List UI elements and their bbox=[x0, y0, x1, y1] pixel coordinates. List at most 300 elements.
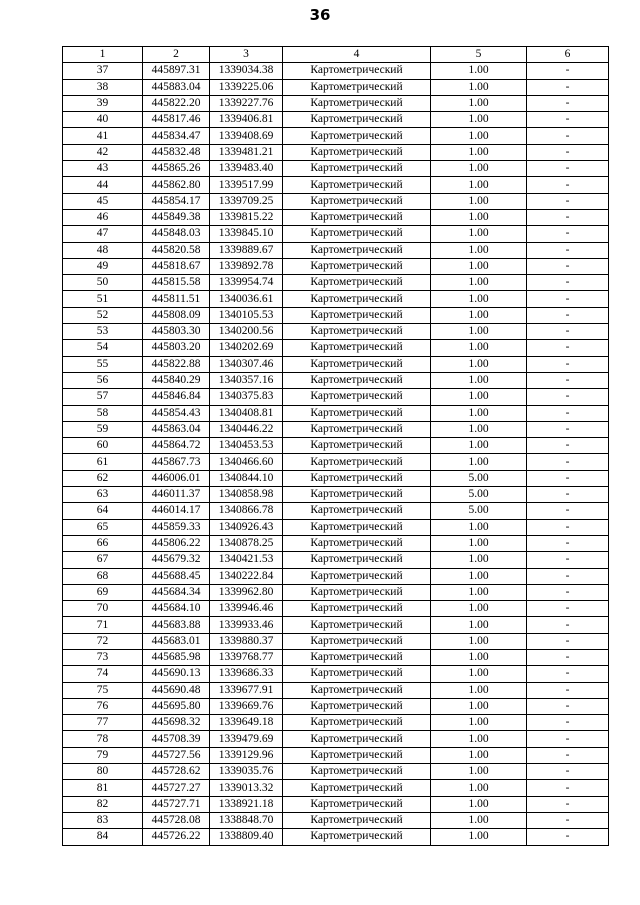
y-coordinate-cell: 1340105.53 bbox=[210, 307, 283, 323]
method-cell: Картометрический bbox=[283, 470, 431, 486]
method-cell: Картометрический bbox=[283, 764, 431, 780]
table-row bbox=[63, 161, 609, 177]
column-header: 4 bbox=[283, 47, 431, 63]
description-cell: - bbox=[527, 405, 609, 421]
y-coordinate-cell: 1339709.25 bbox=[210, 193, 283, 209]
method-cell: Картометрический bbox=[283, 275, 431, 291]
column-header: 3 bbox=[210, 47, 283, 63]
table-row bbox=[63, 356, 609, 372]
y-coordinate-cell: 1339889.67 bbox=[210, 242, 283, 258]
x-coordinate-cell: 445708.39 bbox=[143, 731, 210, 747]
x-coordinate-cell: 445822.20 bbox=[143, 95, 210, 111]
x-coordinate-cell: 445685.98 bbox=[143, 649, 210, 665]
method-cell: Картометрический bbox=[283, 649, 431, 665]
description-cell: - bbox=[527, 340, 609, 356]
method-cell: Картометрический bbox=[283, 682, 431, 698]
accuracy-cell: 1.00 bbox=[431, 535, 527, 551]
method-cell: Картометрический bbox=[283, 747, 431, 763]
accuracy-cell: 1.00 bbox=[431, 568, 527, 584]
description-cell: - bbox=[527, 242, 609, 258]
method-cell: Картометрический bbox=[283, 780, 431, 796]
method-cell: Картометрический bbox=[283, 291, 431, 307]
column-header: 5 bbox=[431, 47, 527, 63]
point-number-cell: 75 bbox=[63, 682, 143, 698]
x-coordinate-cell: 445815.58 bbox=[143, 275, 210, 291]
description-cell: - bbox=[527, 79, 609, 95]
description-cell: - bbox=[527, 128, 609, 144]
column-header: 2 bbox=[143, 47, 210, 63]
description-cell: - bbox=[527, 193, 609, 209]
method-cell: Картометрический bbox=[283, 128, 431, 144]
y-coordinate-cell: 1338848.70 bbox=[210, 812, 283, 828]
y-coordinate-cell: 1339408.69 bbox=[210, 128, 283, 144]
point-number-cell: 37 bbox=[63, 63, 143, 79]
description-cell: - bbox=[527, 829, 609, 845]
method-cell: Картометрический bbox=[283, 112, 431, 128]
accuracy-cell: 1.00 bbox=[431, 63, 527, 79]
table-row bbox=[63, 421, 609, 437]
y-coordinate-cell: 1338921.18 bbox=[210, 796, 283, 812]
point-number-cell: 81 bbox=[63, 780, 143, 796]
x-coordinate-cell: 445862.80 bbox=[143, 177, 210, 193]
accuracy-cell: 1.00 bbox=[431, 633, 527, 649]
method-cell: Картометрический bbox=[283, 698, 431, 714]
page-number: 36 bbox=[309, 6, 331, 24]
point-number-cell: 74 bbox=[63, 666, 143, 682]
table-row bbox=[63, 552, 609, 568]
x-coordinate-cell: 445848.03 bbox=[143, 226, 210, 242]
x-coordinate-cell: 445808.09 bbox=[143, 307, 210, 323]
table-row bbox=[63, 79, 609, 95]
accuracy-cell: 1.00 bbox=[431, 389, 527, 405]
description-cell: - bbox=[527, 258, 609, 274]
y-coordinate-cell: 1339768.77 bbox=[210, 649, 283, 665]
accuracy-cell: 1.00 bbox=[431, 552, 527, 568]
table-row bbox=[63, 682, 609, 698]
table-body bbox=[63, 63, 609, 845]
accuracy-cell: 1.00 bbox=[431, 372, 527, 388]
method-cell: Картометрический bbox=[283, 633, 431, 649]
description-cell: - bbox=[527, 144, 609, 160]
table-row bbox=[63, 535, 609, 551]
accuracy-cell: 1.00 bbox=[431, 161, 527, 177]
description-cell: - bbox=[527, 780, 609, 796]
x-coordinate-cell: 445727.71 bbox=[143, 796, 210, 812]
method-cell: Картометрический bbox=[283, 209, 431, 225]
description-cell: - bbox=[527, 764, 609, 780]
y-coordinate-cell: 1339669.76 bbox=[210, 698, 283, 714]
table-row bbox=[63, 177, 609, 193]
method-cell: Картометрический bbox=[283, 568, 431, 584]
accuracy-cell: 1.00 bbox=[431, 682, 527, 698]
accuracy-cell: 5.00 bbox=[431, 470, 527, 486]
point-number-cell: 78 bbox=[63, 731, 143, 747]
point-number-cell: 50 bbox=[63, 275, 143, 291]
y-coordinate-cell: 1339649.18 bbox=[210, 715, 283, 731]
x-coordinate-cell: 445728.08 bbox=[143, 812, 210, 828]
point-number-cell: 59 bbox=[63, 421, 143, 437]
method-cell: Картометрический bbox=[283, 666, 431, 682]
description-cell: - bbox=[527, 747, 609, 763]
point-number-cell: 48 bbox=[63, 242, 143, 258]
table-row bbox=[63, 340, 609, 356]
table-row bbox=[63, 275, 609, 291]
point-number-cell: 60 bbox=[63, 438, 143, 454]
table-row bbox=[63, 63, 609, 79]
accuracy-cell: 1.00 bbox=[431, 584, 527, 600]
accuracy-cell: 1.00 bbox=[431, 177, 527, 193]
point-number-cell: 68 bbox=[63, 568, 143, 584]
method-cell: Картометрический bbox=[283, 307, 431, 323]
point-number-cell: 63 bbox=[63, 487, 143, 503]
point-number-cell: 42 bbox=[63, 144, 143, 160]
x-coordinate-cell: 445832.48 bbox=[143, 144, 210, 160]
y-coordinate-cell: 1340453.53 bbox=[210, 438, 283, 454]
method-cell: Картометрический bbox=[283, 487, 431, 503]
point-number-cell: 38 bbox=[63, 79, 143, 95]
method-cell: Картометрический bbox=[283, 193, 431, 209]
accuracy-cell: 1.00 bbox=[431, 421, 527, 437]
x-coordinate-cell: 445865.26 bbox=[143, 161, 210, 177]
point-number-cell: 61 bbox=[63, 454, 143, 470]
x-coordinate-cell: 445840.29 bbox=[143, 372, 210, 388]
method-cell: Картометрический bbox=[283, 535, 431, 551]
column-header: 1 bbox=[63, 47, 143, 63]
point-number-cell: 84 bbox=[63, 829, 143, 845]
method-cell: Картометрический bbox=[283, 454, 431, 470]
x-coordinate-cell: 445688.45 bbox=[143, 568, 210, 584]
table-row bbox=[63, 438, 609, 454]
table-row bbox=[63, 307, 609, 323]
table-row bbox=[63, 812, 609, 828]
method-cell: Картометрический bbox=[283, 796, 431, 812]
accuracy-cell: 1.00 bbox=[431, 829, 527, 845]
accuracy-cell: 1.00 bbox=[431, 95, 527, 111]
point-number-cell: 40 bbox=[63, 112, 143, 128]
method-cell: Картометрический bbox=[283, 584, 431, 600]
description-cell: - bbox=[527, 649, 609, 665]
x-coordinate-cell: 445683.01 bbox=[143, 633, 210, 649]
accuracy-cell: 5.00 bbox=[431, 487, 527, 503]
method-cell: Картометрический bbox=[283, 731, 431, 747]
method-cell: Картометрический bbox=[283, 161, 431, 177]
point-number-cell: 51 bbox=[63, 291, 143, 307]
y-coordinate-cell: 1340446.22 bbox=[210, 421, 283, 437]
table-row bbox=[63, 128, 609, 144]
table-row bbox=[63, 258, 609, 274]
x-coordinate-cell: 445849.38 bbox=[143, 209, 210, 225]
description-cell: - bbox=[527, 372, 609, 388]
method-cell: Картометрический bbox=[283, 829, 431, 845]
point-number-cell: 80 bbox=[63, 764, 143, 780]
method-cell: Картометрический bbox=[283, 552, 431, 568]
accuracy-cell: 1.00 bbox=[431, 405, 527, 421]
point-number-cell: 76 bbox=[63, 698, 143, 714]
description-cell: - bbox=[527, 617, 609, 633]
description-cell: - bbox=[527, 519, 609, 535]
point-number-cell: 46 bbox=[63, 209, 143, 225]
method-cell: Картометрический bbox=[283, 519, 431, 535]
accuracy-cell: 1.00 bbox=[431, 128, 527, 144]
table-row bbox=[63, 209, 609, 225]
point-number-cell: 54 bbox=[63, 340, 143, 356]
y-coordinate-cell: 1340307.46 bbox=[210, 356, 283, 372]
coordinates-table bbox=[62, 46, 609, 846]
table-row bbox=[63, 796, 609, 812]
point-number-cell: 82 bbox=[63, 796, 143, 812]
point-number-cell: 72 bbox=[63, 633, 143, 649]
table-row bbox=[63, 226, 609, 242]
y-coordinate-cell: 1339892.78 bbox=[210, 258, 283, 274]
x-coordinate-cell: 445817.46 bbox=[143, 112, 210, 128]
y-coordinate-cell: 1339845.10 bbox=[210, 226, 283, 242]
description-cell: - bbox=[527, 487, 609, 503]
x-coordinate-cell: 445897.31 bbox=[143, 63, 210, 79]
accuracy-cell: 1.00 bbox=[431, 666, 527, 682]
description-cell: - bbox=[527, 682, 609, 698]
description-cell: - bbox=[527, 291, 609, 307]
y-coordinate-cell: 1339225.06 bbox=[210, 79, 283, 95]
method-cell: Картометрический bbox=[283, 356, 431, 372]
table-row bbox=[63, 584, 609, 600]
point-number-cell: 73 bbox=[63, 649, 143, 665]
x-coordinate-cell: 445803.20 bbox=[143, 340, 210, 356]
accuracy-cell: 1.00 bbox=[431, 438, 527, 454]
accuracy-cell: 1.00 bbox=[431, 324, 527, 340]
accuracy-cell: 1.00 bbox=[431, 454, 527, 470]
point-number-cell: 43 bbox=[63, 161, 143, 177]
method-cell: Картометрический bbox=[283, 372, 431, 388]
description-cell: - bbox=[527, 454, 609, 470]
description-cell: - bbox=[527, 356, 609, 372]
x-coordinate-cell: 445811.51 bbox=[143, 291, 210, 307]
description-cell: - bbox=[527, 601, 609, 617]
accuracy-cell: 1.00 bbox=[431, 275, 527, 291]
x-coordinate-cell: 445867.73 bbox=[143, 454, 210, 470]
accuracy-cell: 1.00 bbox=[431, 617, 527, 633]
point-number-cell: 39 bbox=[63, 95, 143, 111]
y-coordinate-cell: 1339954.74 bbox=[210, 275, 283, 291]
y-coordinate-cell: 1339035.76 bbox=[210, 764, 283, 780]
accuracy-cell: 1.00 bbox=[431, 226, 527, 242]
method-cell: Картометрический bbox=[283, 438, 431, 454]
x-coordinate-cell: 445859.33 bbox=[143, 519, 210, 535]
table-row bbox=[63, 568, 609, 584]
description-cell: - bbox=[527, 731, 609, 747]
table-row bbox=[63, 829, 609, 845]
x-coordinate-cell: 445679.32 bbox=[143, 552, 210, 568]
point-number-cell: 52 bbox=[63, 307, 143, 323]
y-coordinate-cell: 1339962.80 bbox=[210, 584, 283, 600]
table-row bbox=[63, 372, 609, 388]
y-coordinate-cell: 1339481.21 bbox=[210, 144, 283, 160]
table-row bbox=[63, 454, 609, 470]
method-cell: Картометрический bbox=[283, 144, 431, 160]
accuracy-cell: 1.00 bbox=[431, 519, 527, 535]
table-row bbox=[63, 780, 609, 796]
description-cell: - bbox=[527, 698, 609, 714]
table-header-row bbox=[63, 47, 609, 63]
point-number-cell: 79 bbox=[63, 747, 143, 763]
point-number-cell: 58 bbox=[63, 405, 143, 421]
point-number-cell: 56 bbox=[63, 372, 143, 388]
y-coordinate-cell: 1340926.43 bbox=[210, 519, 283, 535]
description-cell: - bbox=[527, 470, 609, 486]
accuracy-cell: 1.00 bbox=[431, 715, 527, 731]
method-cell: Картометрический bbox=[283, 617, 431, 633]
table-row bbox=[63, 617, 609, 633]
method-cell: Картометрический bbox=[283, 226, 431, 242]
x-coordinate-cell: 445883.04 bbox=[143, 79, 210, 95]
description-cell: - bbox=[527, 161, 609, 177]
y-coordinate-cell: 1339686.33 bbox=[210, 666, 283, 682]
point-number-cell: 62 bbox=[63, 470, 143, 486]
description-cell: - bbox=[527, 568, 609, 584]
y-coordinate-cell: 1339013.32 bbox=[210, 780, 283, 796]
x-coordinate-cell: 445822.88 bbox=[143, 356, 210, 372]
accuracy-cell: 1.00 bbox=[431, 601, 527, 617]
method-cell: Картометрический bbox=[283, 601, 431, 617]
table-row bbox=[63, 112, 609, 128]
x-coordinate-cell: 445727.56 bbox=[143, 747, 210, 763]
accuracy-cell: 1.00 bbox=[431, 242, 527, 258]
accuracy-cell: 1.00 bbox=[431, 144, 527, 160]
y-coordinate-cell: 1339227.76 bbox=[210, 95, 283, 111]
table-row bbox=[63, 389, 609, 405]
method-cell: Картометрический bbox=[283, 340, 431, 356]
table-row bbox=[63, 731, 609, 747]
x-coordinate-cell: 445726.22 bbox=[143, 829, 210, 845]
point-number-cell: 65 bbox=[63, 519, 143, 535]
x-coordinate-cell: 445683.88 bbox=[143, 617, 210, 633]
x-coordinate-cell: 445695.80 bbox=[143, 698, 210, 714]
y-coordinate-cell: 1339933.46 bbox=[210, 617, 283, 633]
x-coordinate-cell: 445820.58 bbox=[143, 242, 210, 258]
point-number-cell: 53 bbox=[63, 324, 143, 340]
point-number-cell: 64 bbox=[63, 503, 143, 519]
x-coordinate-cell: 445863.04 bbox=[143, 421, 210, 437]
point-number-cell: 71 bbox=[63, 617, 143, 633]
description-cell: - bbox=[527, 275, 609, 291]
y-coordinate-cell: 1340866.78 bbox=[210, 503, 283, 519]
method-cell: Картометрический bbox=[283, 389, 431, 405]
table-row bbox=[63, 291, 609, 307]
method-cell: Картометрический bbox=[283, 258, 431, 274]
y-coordinate-cell: 1340036.61 bbox=[210, 291, 283, 307]
description-cell: - bbox=[527, 535, 609, 551]
description-cell: - bbox=[527, 209, 609, 225]
table-row bbox=[63, 95, 609, 111]
x-coordinate-cell: 445727.27 bbox=[143, 780, 210, 796]
accuracy-cell: 1.00 bbox=[431, 307, 527, 323]
description-cell: - bbox=[527, 226, 609, 242]
table-row bbox=[63, 698, 609, 714]
x-coordinate-cell: 445864.72 bbox=[143, 438, 210, 454]
x-coordinate-cell: 445854.43 bbox=[143, 405, 210, 421]
table-row bbox=[63, 715, 609, 731]
accuracy-cell: 1.00 bbox=[431, 747, 527, 763]
table-row bbox=[63, 747, 609, 763]
accuracy-cell: 1.00 bbox=[431, 193, 527, 209]
x-coordinate-cell: 445854.17 bbox=[143, 193, 210, 209]
x-coordinate-cell: 445698.32 bbox=[143, 715, 210, 731]
method-cell: Картометрический bbox=[283, 95, 431, 111]
point-number-cell: 83 bbox=[63, 812, 143, 828]
point-number-cell: 41 bbox=[63, 128, 143, 144]
description-cell: - bbox=[527, 812, 609, 828]
y-coordinate-cell: 1339129.96 bbox=[210, 747, 283, 763]
description-cell: - bbox=[527, 715, 609, 731]
table-row bbox=[63, 764, 609, 780]
y-coordinate-cell: 1339479.69 bbox=[210, 731, 283, 747]
y-coordinate-cell: 1340202.69 bbox=[210, 340, 283, 356]
y-coordinate-cell: 1340200.56 bbox=[210, 324, 283, 340]
x-coordinate-cell: 445818.67 bbox=[143, 258, 210, 274]
table-row bbox=[63, 324, 609, 340]
point-number-cell: 45 bbox=[63, 193, 143, 209]
table-row bbox=[63, 519, 609, 535]
table-row bbox=[63, 601, 609, 617]
y-coordinate-cell: 1340408.81 bbox=[210, 405, 283, 421]
description-cell: - bbox=[527, 438, 609, 454]
description-cell: - bbox=[527, 63, 609, 79]
table-row bbox=[63, 144, 609, 160]
point-number-cell: 70 bbox=[63, 601, 143, 617]
accuracy-cell: 1.00 bbox=[431, 112, 527, 128]
y-coordinate-cell: 1339880.37 bbox=[210, 633, 283, 649]
method-cell: Картометрический bbox=[283, 421, 431, 437]
y-coordinate-cell: 1340375.83 bbox=[210, 389, 283, 405]
accuracy-cell: 1.00 bbox=[431, 356, 527, 372]
y-coordinate-cell: 1339517.99 bbox=[210, 177, 283, 193]
point-number-cell: 69 bbox=[63, 584, 143, 600]
method-cell: Картометрический bbox=[283, 79, 431, 95]
y-coordinate-cell: 1339815.22 bbox=[210, 209, 283, 225]
x-coordinate-cell: 445803.30 bbox=[143, 324, 210, 340]
table-row bbox=[63, 405, 609, 421]
point-number-cell: 55 bbox=[63, 356, 143, 372]
y-coordinate-cell: 1339946.46 bbox=[210, 601, 283, 617]
description-cell: - bbox=[527, 584, 609, 600]
method-cell: Картометрический bbox=[283, 715, 431, 731]
accuracy-cell: 1.00 bbox=[431, 780, 527, 796]
description-cell: - bbox=[527, 421, 609, 437]
accuracy-cell: 1.00 bbox=[431, 79, 527, 95]
description-cell: - bbox=[527, 324, 609, 340]
method-cell: Картометрический bbox=[283, 503, 431, 519]
table-row bbox=[63, 666, 609, 682]
method-cell: Картометрический bbox=[283, 812, 431, 828]
y-coordinate-cell: 1340844.10 bbox=[210, 470, 283, 486]
y-coordinate-cell: 1340858.98 bbox=[210, 487, 283, 503]
table-row bbox=[63, 649, 609, 665]
description-cell: - bbox=[527, 389, 609, 405]
table-row bbox=[63, 633, 609, 649]
point-number-cell: 44 bbox=[63, 177, 143, 193]
y-coordinate-cell: 1339483.40 bbox=[210, 161, 283, 177]
table-row bbox=[63, 193, 609, 209]
x-coordinate-cell: 445684.34 bbox=[143, 584, 210, 600]
description-cell: - bbox=[527, 633, 609, 649]
point-number-cell: 67 bbox=[63, 552, 143, 568]
accuracy-cell: 5.00 bbox=[431, 503, 527, 519]
x-coordinate-cell: 446006.01 bbox=[143, 470, 210, 486]
method-cell: Картометрический bbox=[283, 177, 431, 193]
method-cell: Картометрический bbox=[283, 405, 431, 421]
description-cell: - bbox=[527, 307, 609, 323]
table-row bbox=[63, 487, 609, 503]
table-row bbox=[63, 242, 609, 258]
